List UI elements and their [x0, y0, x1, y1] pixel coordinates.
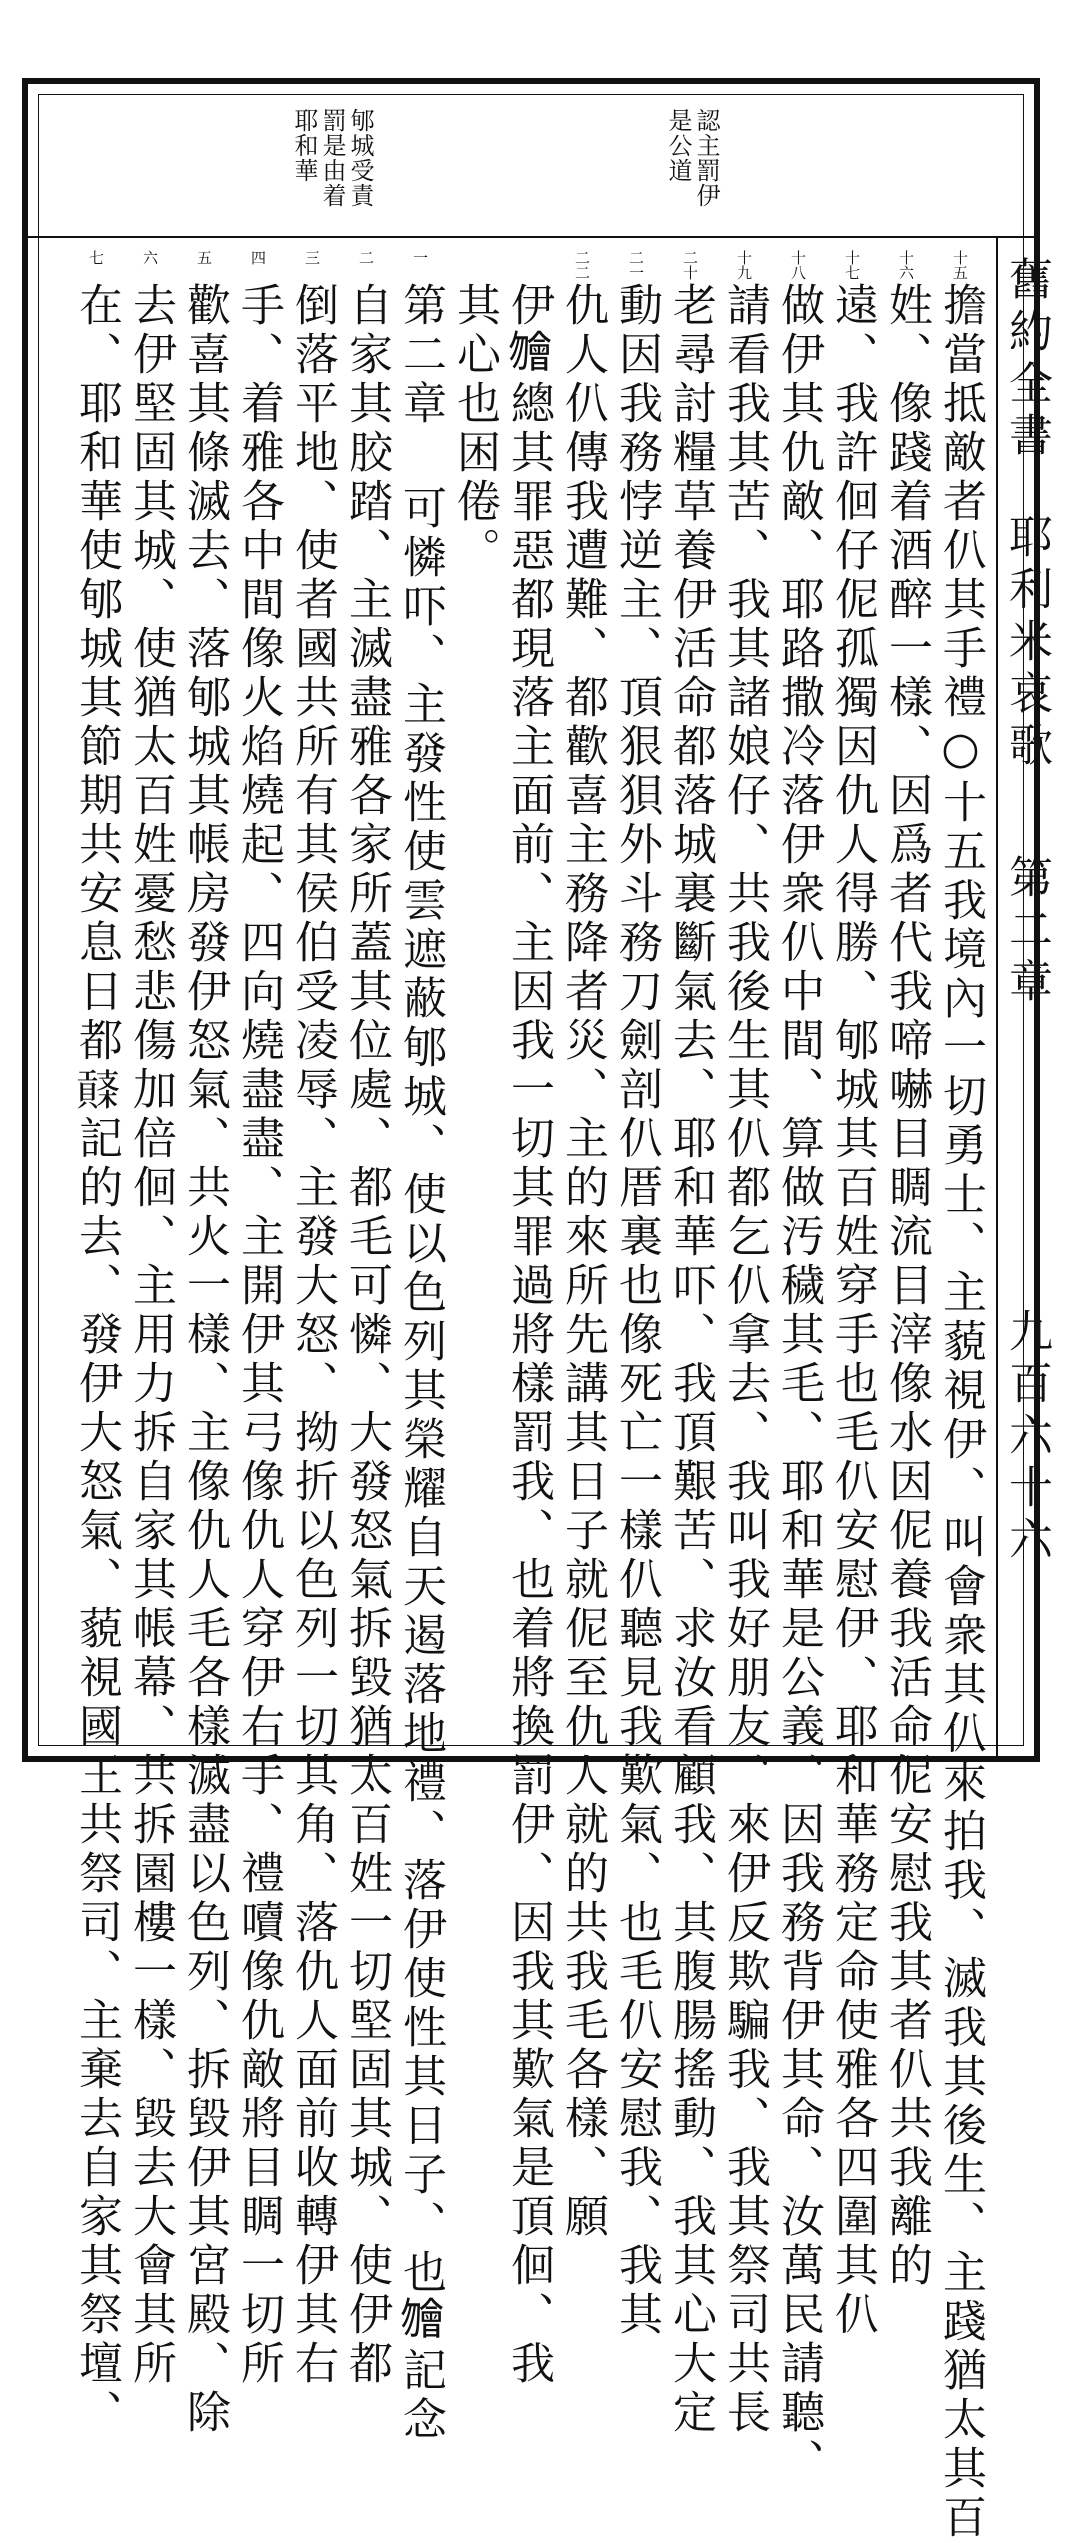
- verse-number: 五: [195, 250, 213, 265]
- verse-number: 二: [357, 250, 375, 265]
- text-column: 在、耶和華使郇城其節期共安息日都𧷱記的去、發伊大怒氣、藐視國王共祭司、主棄去自家其祭壇、: [71, 282, 122, 2438]
- margin-note: 郇城受責: [346, 108, 374, 208]
- verse-number: 二一: [627, 250, 645, 280]
- text-column: 自家其胶踏、主滅盡雅各家所蓋其位處、都毛可憐、大發怒氣拆毀猶太百姓一切堅固其城、使伊都: [341, 282, 392, 2389]
- text-column: 做伊其仇敵、耶路撒冷落伊衆仈中間、算做汚穢其毛、耶和華是公義、因我務背伊其命、汝萬民請聽、: [773, 282, 824, 2487]
- verse-number: 十五: [951, 250, 969, 280]
- header-rule: [28, 236, 1034, 238]
- text-column: 姓、像踐着酒醉一樣、因爲者代我啼嚇目睭流目滓像水因伲養我活命伲安慰我其者仈共我離的: [881, 282, 932, 2291]
- running-head-rule: [996, 236, 998, 1756]
- verse-number: 一: [411, 250, 429, 265]
- text-column: 請看我其苦、我其諸娘仔、共我後生其仈都乞仈拿去、我叫我好朋友、來伊反欺騙我、我其祭司共長: [719, 282, 770, 2438]
- verse-number: 二十: [681, 250, 699, 280]
- margin-note: 罰是由着: [318, 108, 346, 208]
- verse-number: 二二: [573, 250, 591, 280]
- page-frame: [22, 78, 1052, 2543]
- chapter-label: 第二章: [1001, 854, 1052, 1010]
- verse-number: 十八: [789, 250, 807, 280]
- text-column: 第二章 可憐吓、主發性使雲遮蔽郇城、使以色列其榮耀自天遏落地禮、落伊使性其日子、也𣍐記念: [395, 282, 446, 2445]
- verse-number: 七: [87, 250, 105, 265]
- chapter-name: 耶利米哀歌: [1001, 514, 1052, 774]
- text-column: 仇人仈傳我遭難、都歡喜主務降者災、主的來所先講其日子就伲至仇人就的共我毛各樣、願: [557, 282, 608, 2242]
- verse-number: 十六: [897, 250, 915, 280]
- verse-number: 六: [141, 250, 159, 265]
- verse-number: 十九: [735, 250, 753, 280]
- verse-number: 十七: [843, 250, 861, 280]
- verse-number: 三: [303, 250, 321, 265]
- text-column: 手、着雅各中間像火焰燒起、四向燒盡盡、主開伊其弓像仇人穿伊右手、禮𡂝像仇敵將目睭一切所: [233, 282, 284, 2389]
- page-number: 九百六十六: [1001, 1308, 1052, 1568]
- verse-number: 四: [249, 250, 267, 265]
- margin-note: 耶和華: [290, 108, 318, 183]
- text-column: 老尋討糧草養伊活命都落城裏斷氣去、耶和華吓、我頂艱苦、求汝看顧我、其腹腸搖動、我其心大定: [665, 282, 716, 2438]
- margin-note: 是公道: [664, 108, 692, 183]
- text-column: 伊𣍐總其罪惡都現落主面前、主因我一切其罪過將樣罰我、也着將換罰伊、因我其歎氣是頂佪、我: [503, 282, 554, 2389]
- text-column: 擔當抵敵者仈其手禮○十五我境內一切勇士、主藐視伊、叫會衆其仈來拍我、滅我其後生、主踐猶太其百: [935, 282, 986, 2543]
- text-column: 倒落平地、使者國共所有其侯伯受凌辱、主發大怒、拗折以色列一切其角、落仇人面前收轉伊其右: [287, 282, 338, 2389]
- text-column: 去伊堅固其城、使猶太百姓憂愁悲傷加倍佪、主用力拆自家其帳幕、共拆園樓一樣、毀去大會其所: [125, 282, 176, 2389]
- book-title: 舊約全書: [1001, 256, 1052, 464]
- text-column: 其心也困倦。: [449, 282, 500, 576]
- text-column: 動因我務悖逆主、頂狠狽外斗務刀劍剖仈厝裏也像死亡一樣仈聽見我歎氣、也毛仈安慰我、我其: [611, 282, 662, 2340]
- margin-note: 認主罰伊: [692, 108, 720, 208]
- book-page: [22, 78, 1052, 2543]
- text-column: 歡喜其條滅去、落郇城其帳房發伊怒氣、共火一樣、主像仇人毛各樣滅盡以色列、拆毀伊其宮殿、除: [179, 282, 230, 2438]
- text-column: 遠、我許佪仔伲孤獨因仇人得勝、郇城其百姓穿手也毛仈安慰伊、耶和華務定命使雅各四圍其仈: [827, 282, 878, 2340]
